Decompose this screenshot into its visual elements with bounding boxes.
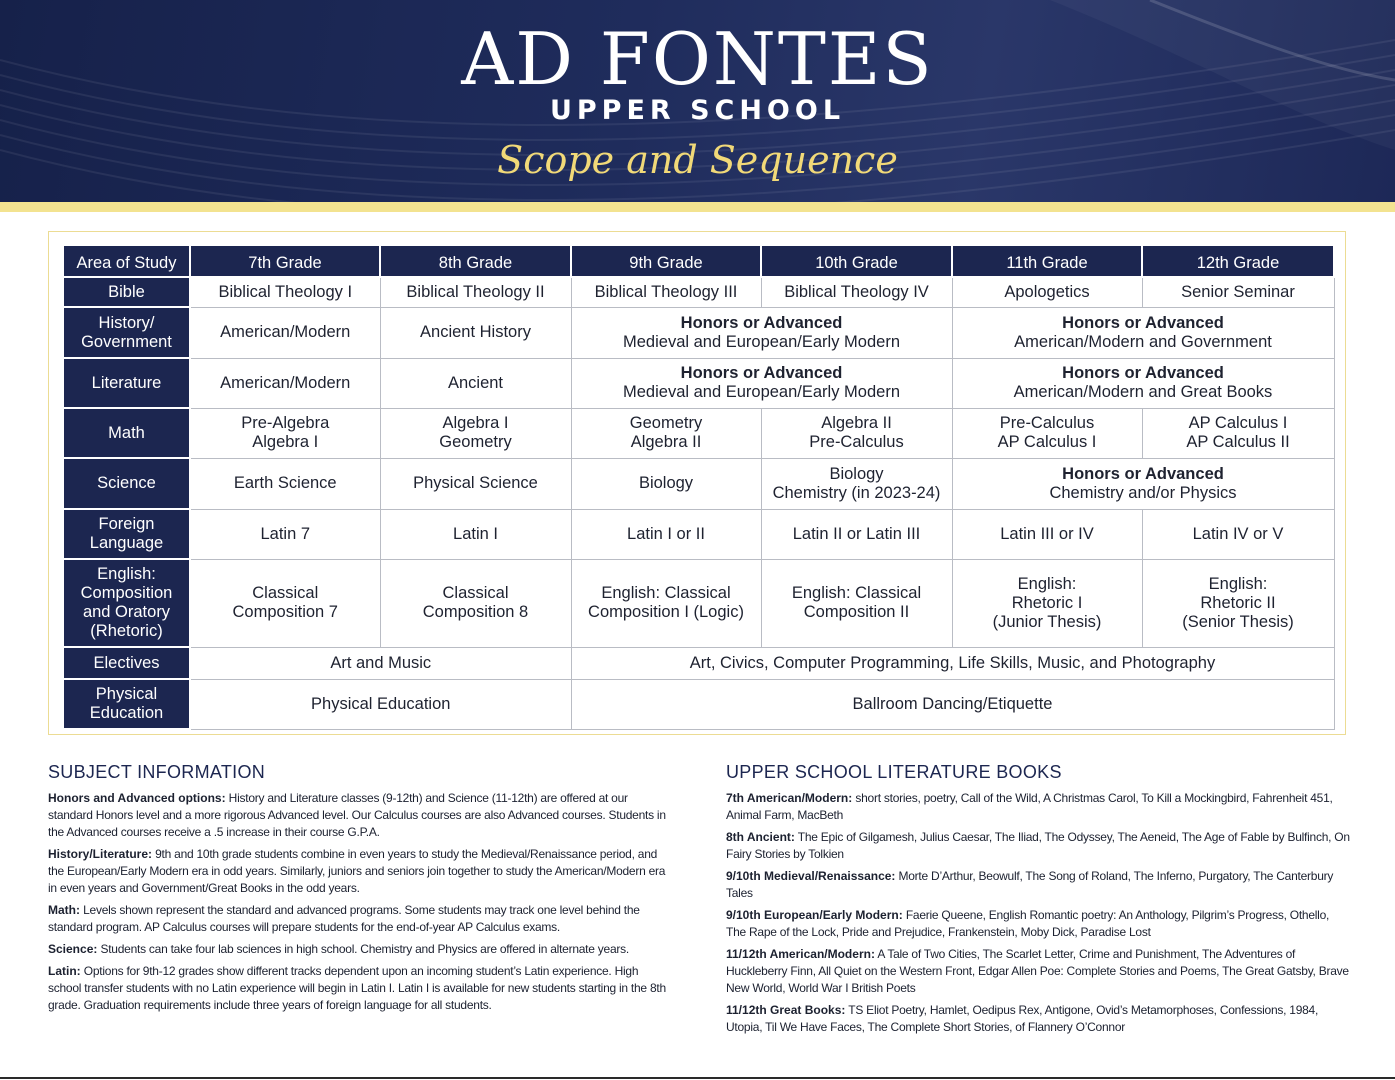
school-title: AD FONTES (461, 17, 934, 101)
row-label-foreign-line2: Language (89, 534, 164, 552)
row-label-history-line1: History/ (98, 313, 155, 332)
cell-math-10-line2: Pre-Calculus (809, 433, 904, 451)
subject-info-paragraph (48, 790, 670, 841)
subject-info-text: History and Literature classes (9-12th) and Science (11-12th) are offered at our standard Honors level and a more rigorous Advanced level. Our Calculus courses are also Advanced courses. Students in the Advanced courses receive a .5 increase in their course G.P.A. (48, 791, 666, 839)
cell-science-10 (761, 458, 952, 509)
cell-literature-7: American/Modern (190, 358, 380, 408)
header-7th-grade: 7th Grade (190, 245, 380, 277)
cell-english-9-line2: Composition I (Logic) (588, 603, 744, 621)
cell-history-9-10-lead: Honors or Advanced (680, 313, 843, 332)
cell-electives-7-8: Art and Music (190, 647, 571, 679)
row-label-english-line1: English: (97, 565, 156, 583)
row-label-pe-line1: Physical (95, 685, 158, 703)
cell-literature-11-12-text: American/Modern and Great Books (1013, 383, 1273, 401)
row-label-english-line4: (Rhetoric) (90, 622, 163, 640)
table-row-electives (63, 647, 1334, 679)
cell-math-10 (761, 408, 952, 458)
subject-info-lead: History/Literature: (48, 847, 153, 861)
cell-literature-11-12-lead: Honors or Advanced (1062, 364, 1224, 382)
cell-history-7: American/Modern (190, 307, 380, 358)
table-row-literature (63, 358, 1334, 408)
subject-info-lead: Honors and Advanced options: (48, 791, 226, 805)
school-subtitle: UPPER SCHOOL (549, 95, 846, 126)
cell-literature-9-10-text: Medieval and European/Early Modern (623, 383, 900, 401)
header-8th-grade: 8th Grade (380, 245, 571, 277)
cell-math-12-line1: AP Calculus I (1188, 414, 1288, 432)
cell-history-11-12 (952, 307, 1334, 358)
cell-electives-9-12: Art, Civics, Computer Programming, Life Skills, Music, and Photography (571, 647, 1334, 679)
literature-books-section (726, 762, 1350, 1041)
cell-math-7-line2: Algebra I (252, 433, 319, 451)
cell-math-11-line2: AP Calculus I (997, 433, 1097, 451)
cell-literature-11-12 (952, 358, 1334, 408)
cell-math-8-line1: Algebra I (442, 414, 509, 432)
table-row-science (63, 458, 1334, 509)
cell-english-10-line1: English: Classical (791, 584, 922, 602)
cell-pe-7-8: Physical Education (190, 679, 571, 729)
literature-books-text: TS Eliot Poetry, Hamlet, Oedipus Rex, Antigone, Ovid’s Metamorphoses, Confessions, 1984, Utopia, Til We Have Faces, The Complete Short Stories, of Flannery O’Connor (726, 1003, 1319, 1034)
literature-books-text: The Epic of Gilgamesh, Julius Caesar, The Iliad, The Odyssey, The Aeneid, The Age of Fable by Bulfinch, On Fairy Stories by Tolkien (726, 830, 1350, 861)
cell-history-11-12-text: American/Modern and Government (1014, 332, 1272, 351)
subject-info-paragraph (48, 846, 670, 897)
cell-pe-9-12: Ballroom Dancing/Etiquette (571, 679, 1334, 729)
header-9th-grade: 9th Grade (571, 245, 761, 277)
cell-bible-10: Biblical Theology IV (761, 277, 952, 307)
cell-foreign-8: Latin I (380, 509, 571, 559)
scope-sequence-table (62, 244, 1335, 730)
cell-bible-7: Biblical Theology I (190, 277, 380, 307)
cell-english-12-line3: (Senior Thesis) (1182, 612, 1294, 631)
literature-books-lead: 9/10th European/Early Modern: (726, 908, 903, 922)
gold-divider (0, 202, 1395, 212)
cell-science-11-12-text: Chemistry and/or Physics (1049, 483, 1237, 502)
cell-foreign-11: Latin III or IV (952, 509, 1142, 559)
cell-literature-9-10-lead: Honors or Advanced (680, 364, 843, 382)
table-row-english (63, 559, 1334, 647)
row-label-pe-line2: Education (89, 704, 164, 722)
cell-math-11-line1: Pre-Calculus (999, 414, 1095, 432)
header-10th-grade: 10th Grade (761, 245, 952, 277)
cell-math-9-line1: Geometry (629, 414, 703, 432)
row-label-foreign-language (63, 509, 190, 559)
row-label-bible: Bible (63, 277, 190, 307)
cell-english-9 (571, 559, 761, 647)
subject-info-lead: Math: (48, 903, 80, 917)
header-11th-grade: 11th Grade (952, 245, 1142, 277)
subject-information-heading: SUBJECT INFORMATION (48, 762, 266, 782)
cell-english-11-line3: (Junior Thesis) (992, 612, 1102, 631)
literature-books-text: Morte D’Arthur, Beowulf, The Song of Roland, The Inferno, Purgatory, The Canterbury Tales (726, 869, 1334, 900)
cell-english-12-line2: Rhetoric II (1200, 593, 1276, 612)
cell-math-9-line2: Algebra II (630, 433, 702, 451)
literature-books-paragraph (726, 946, 1350, 997)
cell-english-11-line2: Rhetoric I (1011, 593, 1083, 612)
table-header-row (63, 245, 1334, 277)
row-label-electives: Electives (63, 647, 190, 679)
table-row-history (63, 307, 1334, 358)
row-label-literature: Literature (63, 358, 190, 408)
literature-books-text: Faerie Queene, English Romantic poetry: An Anthology, Pilgrim’s Progress, Othello, The Rape of the Lock, Pride and Prejudice, Frankenstein, Moby Dick, Paradise Lost (726, 908, 1330, 939)
cell-foreign-10: Latin II or Latin III (761, 509, 952, 559)
literature-books-paragraph (726, 907, 1350, 941)
row-label-english-line2: Composition (80, 584, 173, 602)
cell-science-11-12 (952, 458, 1334, 509)
page-tagline: Scope and Sequence (497, 138, 898, 182)
row-label-foreign-line1: Foreign (98, 515, 155, 533)
cell-english-7-line1: Classical (252, 584, 319, 602)
cell-math-7-line1: Pre-Algebra (241, 414, 330, 432)
table-row-math (63, 408, 1334, 458)
literature-books-lead: 11/12th Great Books: (726, 1003, 846, 1017)
cell-english-8 (380, 559, 571, 647)
cell-foreign-12: Latin IV or V (1142, 509, 1334, 559)
cell-science-7: Earth Science (190, 458, 380, 509)
literature-books-paragraph (726, 1002, 1350, 1036)
subject-info-lead: Latin: (48, 964, 81, 978)
row-label-history (63, 307, 190, 358)
subject-info-text: Options for 9th-12 grades show different tracks dependent upon an incoming student’s Latin experience. High school transfer students with no Latin experience will begin in Latin I. Latin I is available for new students starting in the 8th grade. Graduation requirements include three years of foreign language for all students. (48, 964, 666, 1012)
cell-foreign-7: Latin 7 (190, 509, 380, 559)
literature-books-lead: 9/10th Medieval/Renaissance: (726, 869, 896, 883)
header-12th-grade: 12th Grade (1142, 245, 1334, 277)
cell-english-11-line1: English: (1017, 574, 1077, 593)
literature-books-paragraph (726, 790, 1350, 824)
cell-bible-12: Senior Seminar (1142, 277, 1334, 307)
literature-books-paragraph (726, 868, 1350, 902)
cell-math-8-line2: Geometry (439, 433, 512, 451)
cell-english-9-line1: English: Classical (601, 584, 731, 602)
subject-info-text: Levels shown represent the standard and advanced programs. Some students may track one level behind the standard program. AP Calculus courses will prepare students for the end-of-year AP Calculus exams. (48, 903, 640, 934)
cell-math-12 (1142, 408, 1334, 458)
table-row-physical-education (63, 679, 1334, 729)
row-label-english-line3: and Oratory (82, 603, 171, 621)
cell-math-8 (380, 408, 571, 458)
cell-science-8: Physical Science (380, 458, 571, 509)
cell-math-11 (952, 408, 1142, 458)
cell-science-10-line2: Chemistry (in 2023-24) (772, 483, 941, 502)
cell-english-8-line2: Composition 8 (422, 603, 529, 621)
literature-books-lead: 8th Ancient: (726, 830, 795, 844)
cell-history-9-10 (571, 307, 952, 358)
literature-books-heading: UPPER SCHOOL LITERATURE BOOKS (726, 762, 1062, 782)
bottom-rule (0, 1077, 1395, 1079)
cell-bible-11: Apologetics (952, 277, 1142, 307)
literature-books-paragraph (726, 829, 1350, 863)
cell-english-11 (952, 559, 1142, 647)
literature-books-lead: 11/12th American/Modern: (726, 947, 875, 961)
cell-history-11-12-lead: Honors or Advanced (1062, 313, 1224, 332)
literature-books-lead: 7th American/Modern: (726, 791, 853, 805)
cell-english-12 (1142, 559, 1334, 647)
cell-english-12-line1: English: (1208, 574, 1268, 593)
cell-bible-9: Biblical Theology III (571, 277, 761, 307)
cell-english-7 (190, 559, 380, 647)
table-row-foreign-language (63, 509, 1334, 559)
cell-math-10-line1: Algebra II (821, 414, 892, 432)
cell-math-7 (190, 408, 380, 458)
cell-literature-9-10 (571, 358, 952, 408)
subject-info-lead: Science: (48, 942, 98, 956)
literature-books-text: A Tale of Two Cities, The Scarlet Letter, Crime and Punishment, The Adventures of Huckleberry Finn, All Quiet on the Western Front, Edgar Allen Poe: Complete Stories and Poems, The Great Gatsby, Brave New World, World War I British Poets (726, 947, 1349, 995)
cell-math-12-line2: AP Calculus II (1186, 433, 1290, 451)
subject-info-paragraph (48, 941, 670, 958)
cell-math-9 (571, 408, 761, 458)
cell-bible-8: Biblical Theology II (380, 277, 571, 307)
subject-information-section (48, 762, 670, 1019)
cell-history-8: Ancient History (380, 307, 571, 358)
cell-science-9: Biology (571, 458, 761, 509)
row-label-english (63, 559, 190, 647)
cell-science-10-line1: Biology (829, 464, 884, 483)
row-label-history-line2: Government (81, 332, 172, 351)
row-label-science: Science (63, 458, 190, 509)
subject-info-text: Students can take four lab sciences in high school. Chemistry and Physics are offered in alternate years. (100, 942, 629, 956)
cell-english-8-line1: Classical (442, 584, 509, 602)
cell-history-9-10-text: Medieval and European/Early Modern (623, 332, 900, 351)
header-banner (0, 0, 1395, 202)
cell-english-10-line2: Composition II (803, 603, 910, 621)
subject-info-paragraph (48, 963, 670, 1014)
subject-info-paragraph (48, 902, 670, 936)
cell-literature-8: Ancient (380, 358, 571, 408)
table-row-bible (63, 277, 1334, 307)
cell-english-7-line2: Composition 7 (232, 603, 338, 621)
row-label-math: Math (63, 408, 190, 458)
cell-english-10 (761, 559, 952, 647)
cell-science-11-12-lead: Honors or Advanced (1062, 464, 1224, 483)
header-area-of-study: Area of Study (63, 245, 190, 277)
literature-books-text: short stories, poetry, Call of the Wild, A Christmas Carol, To Kill a Mockingbird, Fahrenheit 451, Animal Farm, MacBeth (726, 791, 1333, 822)
cell-foreign-9: Latin I or II (571, 509, 761, 559)
row-label-physical-education (63, 679, 190, 729)
subject-info-text: 9th and 10th grade students combine in even years to study the Medieval/Renaissance period, and the European/Early Modern era in odd years. Similarly, juniors and seniors join together to study the American/Modern era in even years and Government/Great Books in the odd years. (48, 847, 666, 895)
